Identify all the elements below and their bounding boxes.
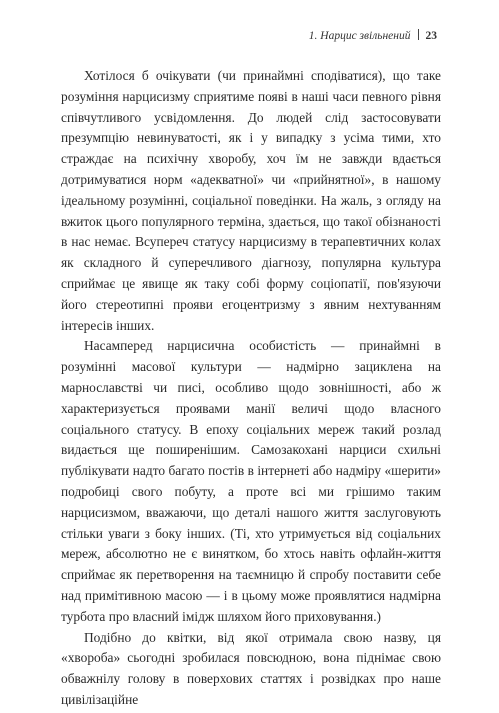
body-text [61, 66, 441, 711]
running-head [309, 29, 437, 42]
page-number: 23 [425, 30, 437, 42]
paragraph-1: Хотілося б очікувати (чи принаймні сподіватися), що таке розуміння нарцисизму сприятиме появі в наші часи певного рівня співчутливого усвідомлення. До людей слід застосовувати презумпцію невинуватості, як і у випадку з усіма тими, хто страждає на психічну хворобу, хоч їм не завжди вдається дотримуватися норм «адекватної» чи «прийнятної», в нашому ідеальному розумінні, соціальної поведінки. На жаль, з огляду на вжиток цього популярного терміна, здається, що такої обізнаності в нас немає. Всупереч статусу нарцисизму в терапевтичних колах як складного й суперечливого діагнозу, популярна культура сприймає це явище як таку собі форму соціопатії, пов'язуючи його стереотипні прояви егоцентризму з явним нехтуванням інтересів інших. [61, 68, 441, 333]
chapter-title: 1. Нарцис звільнений [308, 30, 411, 42]
header-divider [418, 29, 419, 40]
paragraph-3: Подібно до квітки, від якої отримала свою назву, ця «хвороба» сьогодні зробилася повсюдною, вона піднімає свою обважнілу голову в поверхових статтях і розвідках про наше цивілізаційне [61, 629, 441, 707]
paragraph-2: Насамперед нарцисична особистість — принаймні в розумінні масової культури — надмірно зациклена на марнославстві чи писі, особливо щодо зовнішності, або ж характеризується проявами манії величі щодо власного соціального статусу. В епоху соціальних мереж такий розлад видається ще поширенішим. Самозакохані нарциси схильні публікувати надто багато постів в інтернеті або надміру «шерити» подробиці свого побуту, а проте всі ми грішимо таким нарцисизмом, вважаючи, що деталі нашого життя заслуговують стільки уваги з боку інших. (Ті, хто утримується від соціальних мереж, абсолютно не є винятком, бо хтось навіть офлайн-життя сприймає як перетворення на таємницю й спробу поставити себе над примітивною масою — і в цьому може проявлятися надмірна турбота про власний імідж шляхом його приховування.) [61, 338, 441, 624]
